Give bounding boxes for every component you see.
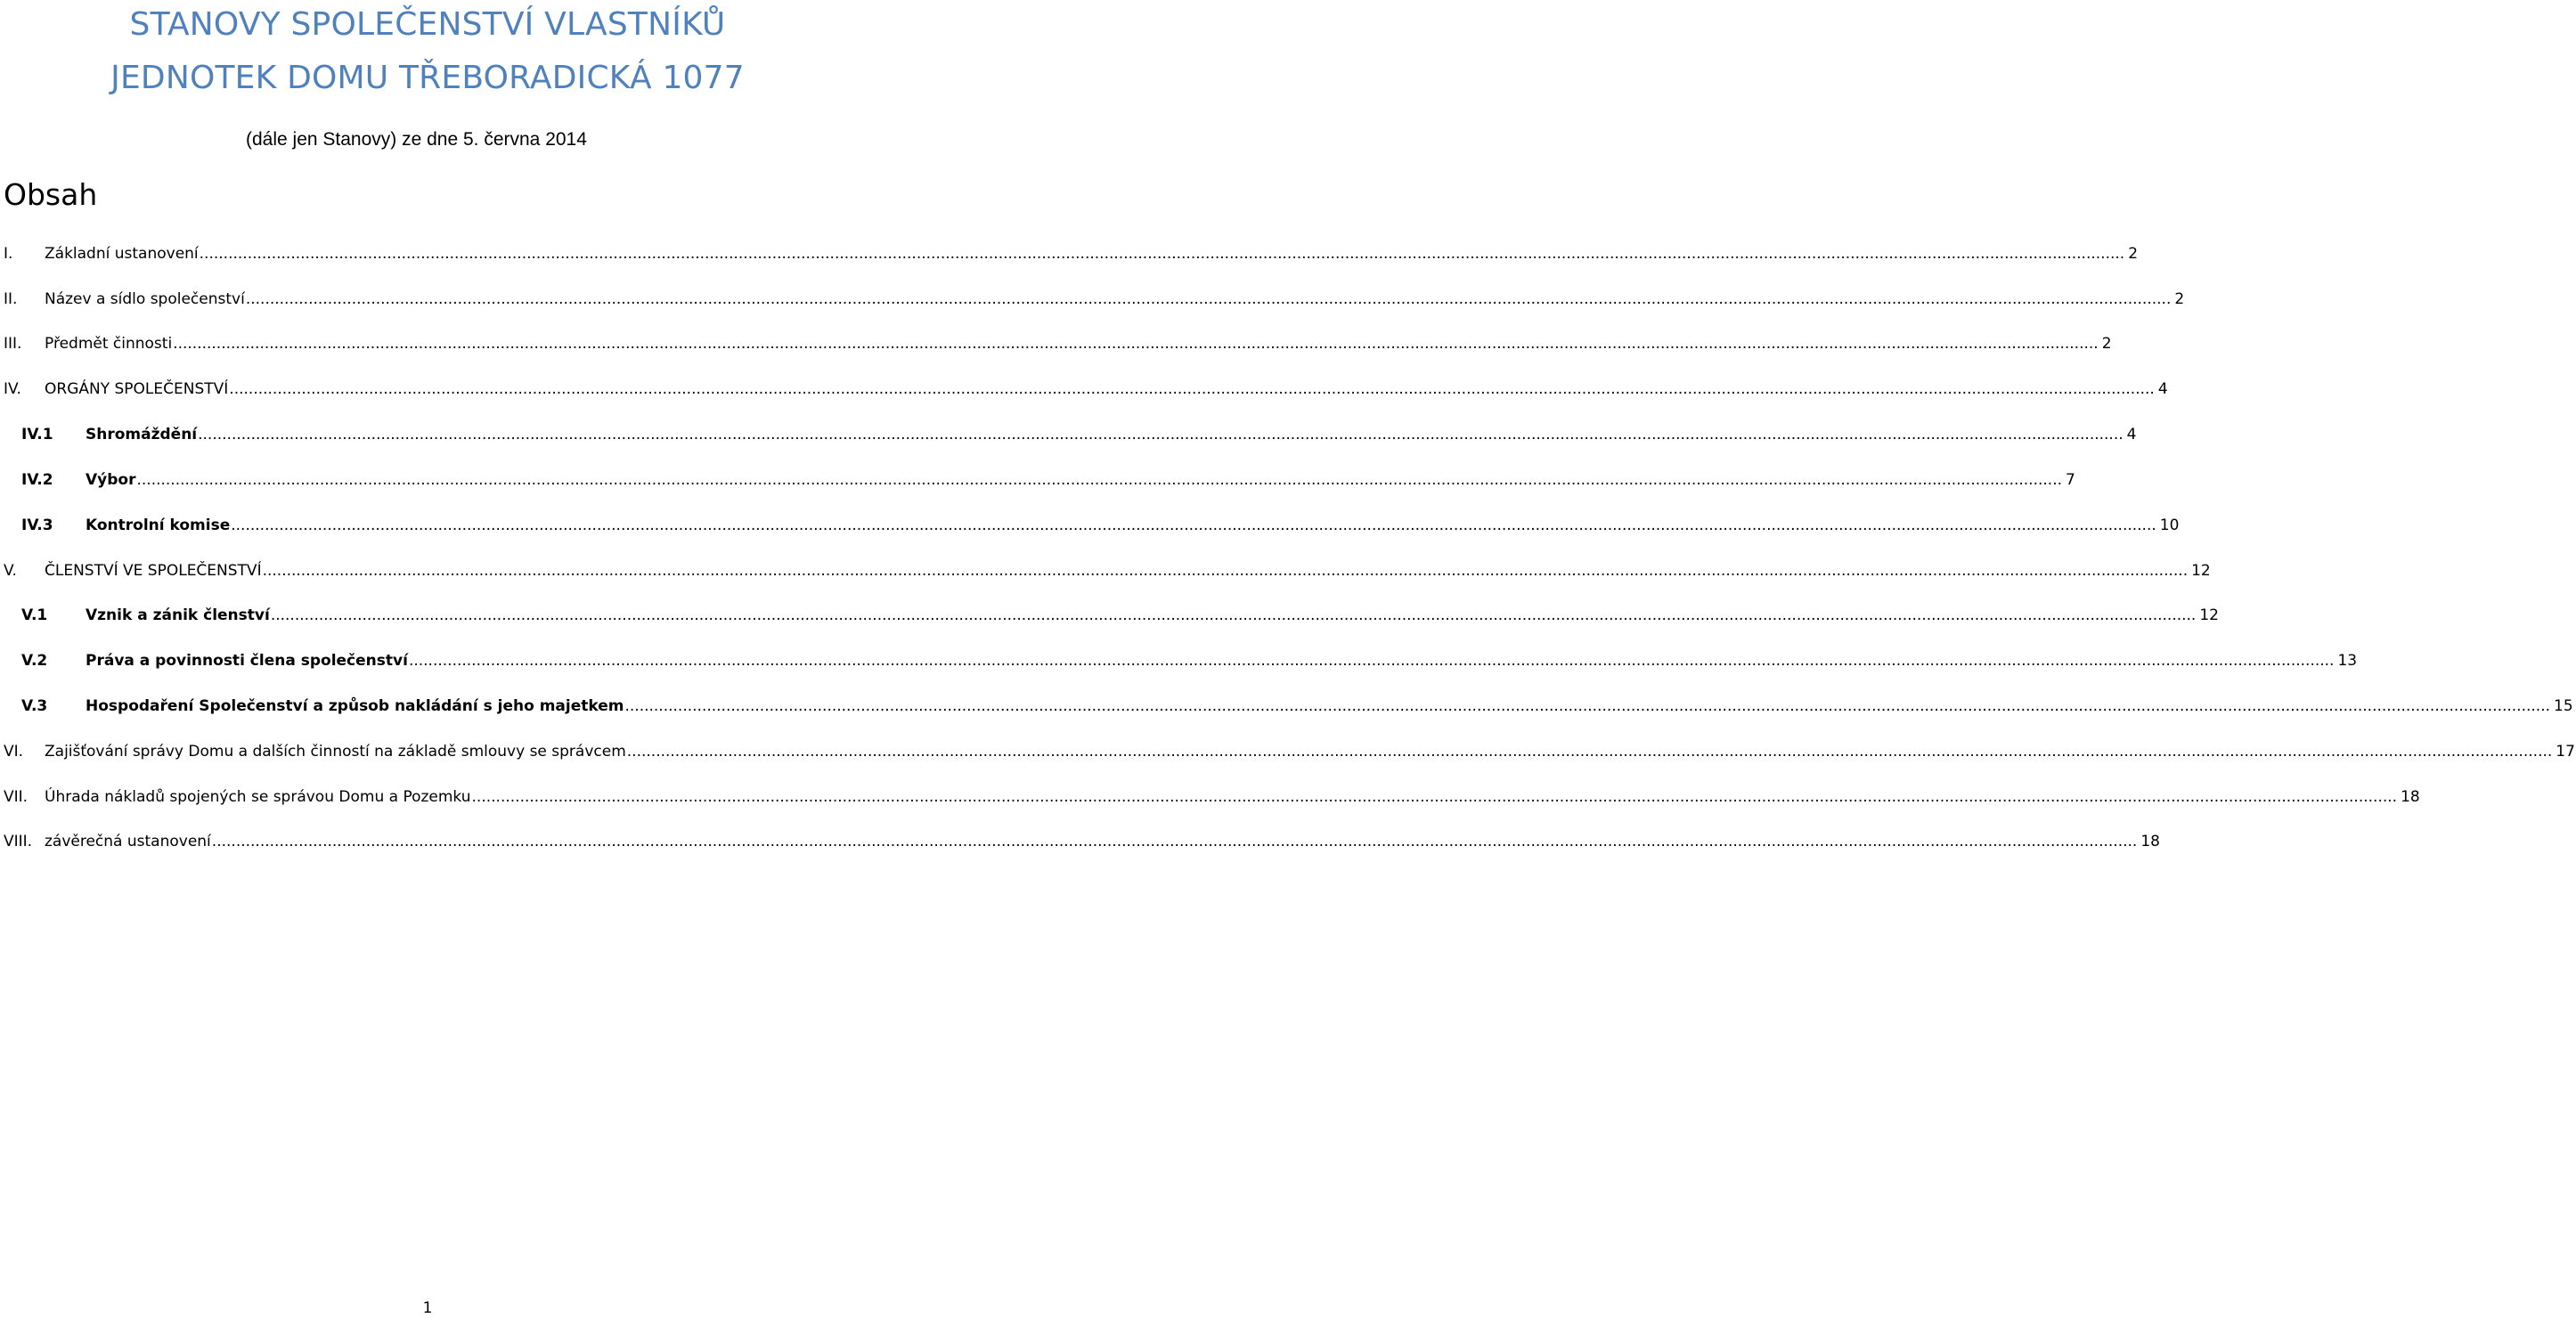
toc-dot-leader: ................................................................................................................................................................................................................................................................................................................................................................................................................: [408, 652, 2335, 670]
toc-entry-page: 2: [2101, 335, 2112, 353]
toc-dot-leader: ................................................................................................................................................................................................................................................................................................................................................................................................................: [245, 290, 2172, 308]
toc-entry-number: IV.: [4, 380, 21, 398]
toc-entry-label: ORGÁNY SPOLEČENSTVÍ: [45, 380, 229, 398]
toc-entry-page: 18: [2401, 788, 2420, 806]
toc-entry[interactable]: [0, 242, 2139, 265]
toc-entry-page: 2: [2128, 245, 2139, 263]
document-title-line-1: STANOVY SPOLEČENSTVÍ VLASTNÍKŮ: [129, 6, 726, 43]
toc-entry-page: 15: [2554, 697, 2573, 715]
toc-entry-number: IV.2: [21, 471, 53, 489]
toc-dot-leader: ................................................................................................................................................................................................................................................................................................................................................................................................................: [229, 380, 2155, 398]
toc-entry-label: Shromáždění: [86, 426, 198, 443]
toc-entry-page: 4: [2157, 380, 2168, 398]
toc-entry-page: 17: [2556, 743, 2575, 761]
toc-entry[interactable]: [0, 604, 2219, 627]
toc-entry-label: Hospodaření Společenství a způsob nakládání s jeho majetkem: [86, 697, 624, 715]
toc-entry-label: Vznik a zánik členství: [86, 606, 270, 624]
toc-entry-number: VII.: [4, 788, 29, 806]
toc-dot-leader: ................................................................................................................................................................................................................................................................................................................................................................................................................: [270, 606, 2197, 624]
toc-entry-label: Zajišťování správy Domu a dalších činností na základě smlouvy se správcem: [45, 743, 626, 761]
toc-entry[interactable]: [0, 332, 2112, 355]
toc-dot-leader: ................................................................................................................................................................................................................................................................................................................................................................................................................: [231, 517, 2156, 534]
toc-dot-leader: ................................................................................................................................................................................................................................................................................................................................................................................................................: [198, 426, 2124, 443]
toc-entry-number: V.1: [21, 606, 48, 624]
toc-entry-page: 10: [2159, 517, 2180, 534]
page-number: 1: [422, 1299, 433, 1317]
toc-entry-label: Výbor: [86, 471, 136, 489]
toc-entry-page: 13: [2337, 652, 2358, 670]
toc-entry[interactable]: [0, 288, 2185, 311]
toc-dot-leader: ................................................................................................................................................................................................................................................................................................................................................................................................................: [136, 471, 2063, 489]
toc-entry-label: Základní ustanovení: [45, 245, 199, 263]
toc-entry-number: IV.1: [21, 426, 53, 443]
toc-entry-label: Kontrolní komise: [86, 517, 231, 534]
toc-entry-number: V.3: [21, 697, 48, 715]
toc-dot-leader: ................................................................................................................................................................................................................................................................................................................................................................................................................: [624, 697, 2551, 715]
toc-entry-label: Název a sídlo společenství: [45, 290, 245, 308]
toc-entry-page: 4: [2126, 426, 2137, 443]
toc-dot-leader: ................................................................................................................................................................................................................................................................................................................................................................................................................: [626, 743, 2553, 761]
toc-dot-leader: ................................................................................................................................................................................................................................................................................................................................................................................................................: [211, 833, 2138, 850]
toc-entry[interactable]: [0, 785, 2420, 809]
toc-entry[interactable]: [0, 423, 2137, 446]
toc-entry-label: ČLENSTVÍ VE SPOLEČENSTVÍ: [45, 562, 262, 580]
document-subtitle: (dále jen Stanovy) ze dne 5. června 2014: [246, 129, 587, 150]
toc-entry-number: II.: [4, 290, 18, 308]
toc-entry-number: VI.: [4, 743, 24, 761]
toc-entry-label: Předmět činnosti: [45, 335, 173, 353]
toc-entry-page: 12: [2199, 606, 2219, 624]
toc-entry-page: 7: [2066, 471, 2075, 489]
toc-entry[interactable]: [0, 514, 2180, 537]
toc-dot-leader: ................................................................................................................................................................................................................................................................................................................................................................................................................: [173, 335, 2099, 353]
toc-entry-label: Práva a povinnosti člena společenství: [86, 652, 408, 670]
toc-entry[interactable]: [0, 559, 2211, 582]
toc-entry[interactable]: [0, 740, 2575, 763]
toc-entry-page: 12: [2191, 562, 2211, 580]
toc-entry-label: Úhrada nákladů spojených se správou Domu a Pozemku: [45, 788, 471, 806]
document-title-line-2: JEDNOTEK DOMU TŘEBORADICKÁ 1077: [110, 60, 745, 96]
toc-entry[interactable]: [0, 830, 2160, 853]
toc-entry-page: 18: [2140, 833, 2160, 850]
toc-heading: Obsah: [4, 177, 98, 212]
toc-entry[interactable]: [0, 649, 2358, 672]
toc-entry-number: IV.3: [21, 517, 53, 534]
toc-entry[interactable]: [0, 378, 2168, 401]
toc-entry[interactable]: [0, 468, 2075, 492]
toc-entry-label: závěrečná ustanovení: [45, 833, 211, 850]
toc-entry[interactable]: [0, 695, 2573, 718]
toc-entry-page: 2: [2174, 290, 2185, 308]
toc-dot-leader: ................................................................................................................................................................................................................................................................................................................................................................................................................: [262, 562, 2189, 580]
toc-dot-leader: ................................................................................................................................................................................................................................................................................................................................................................................................................: [199, 245, 2125, 263]
toc-entry-number: I.: [4, 245, 13, 263]
toc-entry-number: III.: [4, 335, 22, 353]
toc-dot-leader: ................................................................................................................................................................................................................................................................................................................................................................................................................: [471, 788, 2398, 806]
toc-entry-number: V.2: [21, 652, 48, 670]
toc-entry-number: VIII.: [4, 833, 33, 850]
toc-entry-number: V.: [4, 562, 17, 580]
